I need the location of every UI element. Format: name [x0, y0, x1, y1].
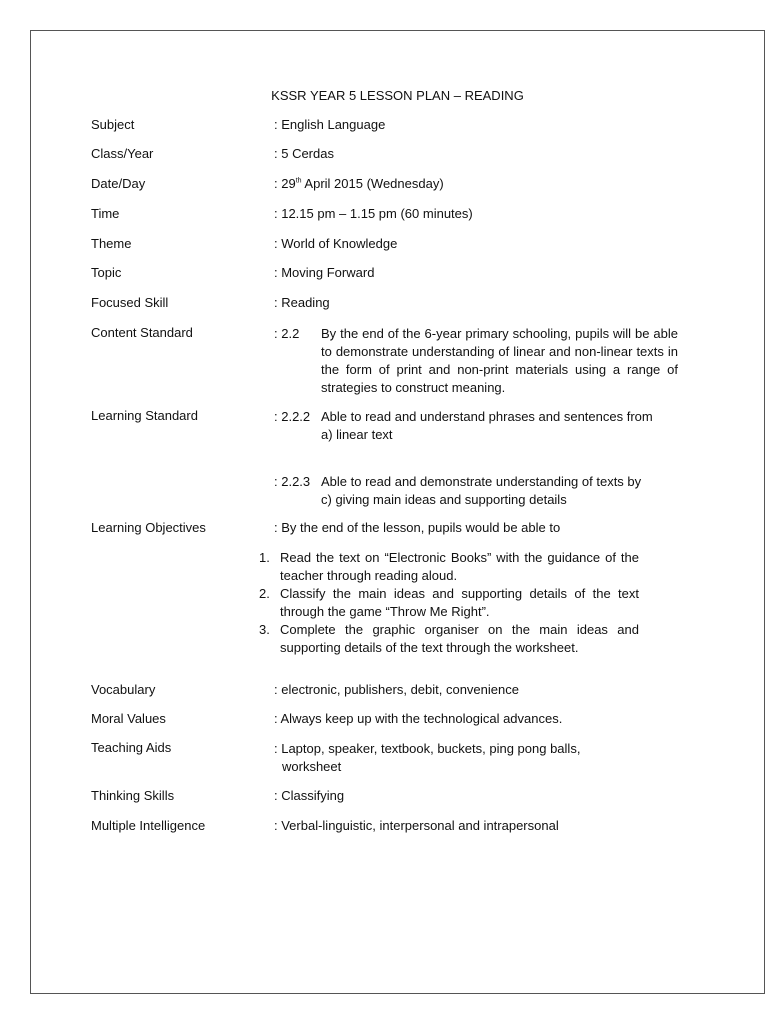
value-teaching-aids: [274, 740, 694, 776]
date-rest: April 2015 (Wednesday): [301, 176, 444, 191]
learning-standard-code-2: : 2.2.3: [274, 474, 311, 489]
learning-standard-text-1: [321, 408, 678, 444]
content-standard-text: By the end of the 6-year primary schooling, pupils will be able to demonstrate understanding of linear and non-linear texts in the form of print and non-print materials using a range of strategies to construct meaning.: [321, 326, 678, 395]
document-title: KSSR YEAR 5 LESSON PLAN – READING: [271, 88, 524, 103]
teaching-aids-line2: worksheet: [282, 759, 342, 774]
label-learning-standard: Learning Standard: [91, 408, 198, 423]
list-item: [259, 621, 639, 657]
learning-standard-text-2: [321, 473, 678, 509]
learning-standard-code-1: : 2.2.2: [274, 409, 311, 424]
list-item-text: Classify the main ideas and supporting details of the text through the game “Throw Me Right”.: [280, 586, 639, 619]
value-subject: : English Language: [274, 117, 386, 132]
label-theme: Theme: [91, 236, 132, 251]
label-time: Time: [91, 206, 120, 221]
learning-standard-line2-2: c) giving main ideas and supporting details: [321, 492, 567, 507]
learning-standard-line1-1: Able to read and understand phrases and sentences from: [321, 409, 653, 424]
label-teaching-aids: Teaching Aids: [91, 740, 172, 755]
date-suffix-sup: th: [295, 177, 302, 185]
label-focused-skill: Focused Skill: [91, 295, 169, 310]
learning-standard-line2-1: a) linear text: [321, 427, 393, 442]
learning-objectives-list: [259, 549, 639, 657]
value-topic: : Moving Forward: [274, 265, 375, 280]
value-theme: : World of Knowledge: [274, 236, 398, 251]
document-page: [30, 30, 765, 994]
list-item-number: 2.: [259, 586, 270, 601]
label-content-standard: Content Standard: [91, 325, 193, 340]
label-subject: Subject: [91, 117, 135, 132]
list-item-number: 3.: [259, 622, 270, 637]
value-date-day: [274, 176, 694, 191]
label-class-year: Class/Year: [91, 146, 154, 161]
value-time: : 12.15 pm – 1.15 pm (60 minutes): [274, 206, 473, 221]
value-vocabulary: : electronic, publishers, debit, convenience: [274, 682, 519, 697]
list-item-number: 1.: [259, 550, 270, 565]
value-thinking-skills: : Classifying: [274, 788, 345, 803]
list-item-text: Read the text on “Electronic Books” with the guidance of the teacher through reading aloud.: [280, 550, 639, 583]
label-moral-values: Moral Values: [91, 711, 166, 726]
label-topic: Topic: [91, 265, 122, 280]
list-item: [259, 549, 639, 585]
label-thinking-skills: Thinking Skills: [91, 788, 175, 803]
label-vocabulary: Vocabulary: [91, 682, 156, 697]
value-multiple-intelligence: : Verbal-linguistic, interpersonal and intrapersonal: [274, 818, 559, 833]
list-item: [259, 585, 639, 621]
value-moral-values: : Always keep up with the technological advances.: [274, 711, 563, 726]
learning-standard-line1-2: Able to read and demonstrate understanding of texts by: [321, 474, 642, 489]
content-standard-code: : 2.2: [274, 326, 300, 341]
teaching-aids-line1: : Laptop, speaker, textbook, buckets, ping pong balls,: [274, 741, 581, 756]
value-class-year: : 5 Cerdas: [274, 146, 334, 161]
label-multiple-intelligence: Multiple Intelligence: [91, 818, 206, 833]
label-date-day: Date/Day: [91, 176, 146, 191]
label-learning-objectives: Learning Objectives: [91, 520, 206, 535]
learning-objectives-intro: : By the end of the lesson, pupils would be able to: [274, 520, 561, 535]
date-prefix: : 29: [274, 176, 296, 191]
value-focused-skill: : Reading: [274, 295, 330, 310]
list-item-text: Complete the graphic organiser on the main ideas and supporting details of the text through the worksheet.: [280, 622, 639, 655]
